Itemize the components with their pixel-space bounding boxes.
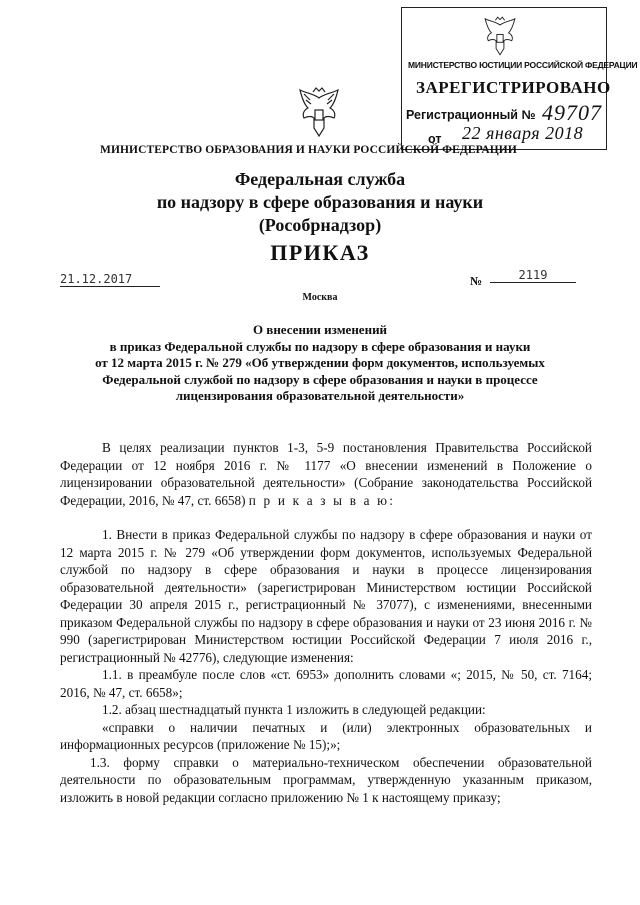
stamp-date-prefix: от <box>428 132 442 146</box>
service-line-3: (Рособрнадзор) <box>258 215 382 235</box>
document-type: ПРИКАЗ <box>270 240 370 265</box>
coat-of-arms-small-icon <box>482 14 518 58</box>
registration-stamp <box>401 7 638 150</box>
subject-line-3: от 12 марта 2015 г. № 279 «Об утверждении форм документов, используемых <box>95 355 545 370</box>
item-1-2-quote: «справки о наличии печатных и (или) электронных образовательных и информационных ресурсов (приложение № 15);»; <box>60 719 592 752</box>
stamp-regno-value: 49707 <box>542 100 602 125</box>
service-name <box>90 168 550 237</box>
preamble-text: В целях реализации пунктов 1-3, 5-9 постановления Правительства Российской Федерации от 12 ноября 2016 г. № 1177 «О внесении изменений в Положение о лицензировании образовательной деятельности» (Собрание законодательства Российской Федерации, 2016, № 47, ст. 6658) <box>60 440 592 508</box>
service-line-1: Федеральная служба <box>234 169 406 189</box>
preamble-paragraph <box>60 439 592 509</box>
stamp-regno-label: Регистрационный № <box>406 108 536 122</box>
order-number: 2119 <box>490 268 576 283</box>
subject-line-4: Федеральной службой по надзору в сфере образования и науки в процессе <box>102 371 538 387</box>
preamble-order-word: п р и к а з ы в а ю: <box>248 492 396 508</box>
item-1-3: 1.3. форму справки о материально-техническом обеспечении образовательной деятельности по образовательным программам, утвержденную указанным приказом, изложить в новой редакции согласно приложению № 1 к настоящему приказу; <box>60 754 592 805</box>
number-sign: № <box>470 274 483 288</box>
subject-line-1: О внесении изменений <box>252 322 388 337</box>
service-line-2: по надзору в сфере образования и науки <box>156 192 484 212</box>
order-body <box>60 439 592 806</box>
stamp-date-value: 22 января 2018 <box>462 123 584 143</box>
item-1-1: 1.1. в преамбуле после слов «ст. 6953» дополнить словами «; 2015, № 50, ст. 7164; 2016, № 47, ст. 6658»; <box>60 667 592 700</box>
order-date: 21.12.2017 <box>60 272 160 287</box>
stamp-status: ЗАРЕГИСТРИРОВАНО <box>416 78 611 97</box>
subject-line-2: в приказ Федеральной службы по надзору в сфере образования и науки <box>109 338 531 354</box>
item-1-2: 1.2. абзац шестнадцатый пункта 1 изложить в следующей редакции: <box>102 702 486 717</box>
city: Москва <box>302 292 338 303</box>
stamp-ministry: МИНИСТЕРСТВО ЮСТИЦИИ РОССИЙСКОЙ ФЕДЕРАЦИИ <box>408 60 638 70</box>
subject-line-5: лицензирования образовательной деятельности» <box>175 388 465 403</box>
coat-of-arms-icon <box>296 84 342 140</box>
item-1: 1. Внести в приказ Федеральной службы по надзору в сфере образования и науки от 12 марта 2015 г. № 279 «Об утверждении форм документов, используемых Федеральной службой по надзору в сфере образования и науки в процессе лицензирования образовательной деятельности» (зарегистрирован Министерством юстиции Российской Федерации 30 апреля 2015 г., регистрационный № 37077), с изменениями, внесенными приказом Федеральной службы по надзору в сфере образования и науки от 23 июня 2016 г. № 990 (зарегистрирован Министерством юстиции Российской Федерации 7 июля 2016 г., регистрационный № 42776), следующие изменения: <box>60 527 592 665</box>
order-subject <box>60 322 580 405</box>
ministry-title: МИНИСТЕРСТВО ОБРАЗОВАНИЯ И НАУКИ РОССИЙСКОЙ ФЕДЕРАЦИИ <box>100 144 517 156</box>
